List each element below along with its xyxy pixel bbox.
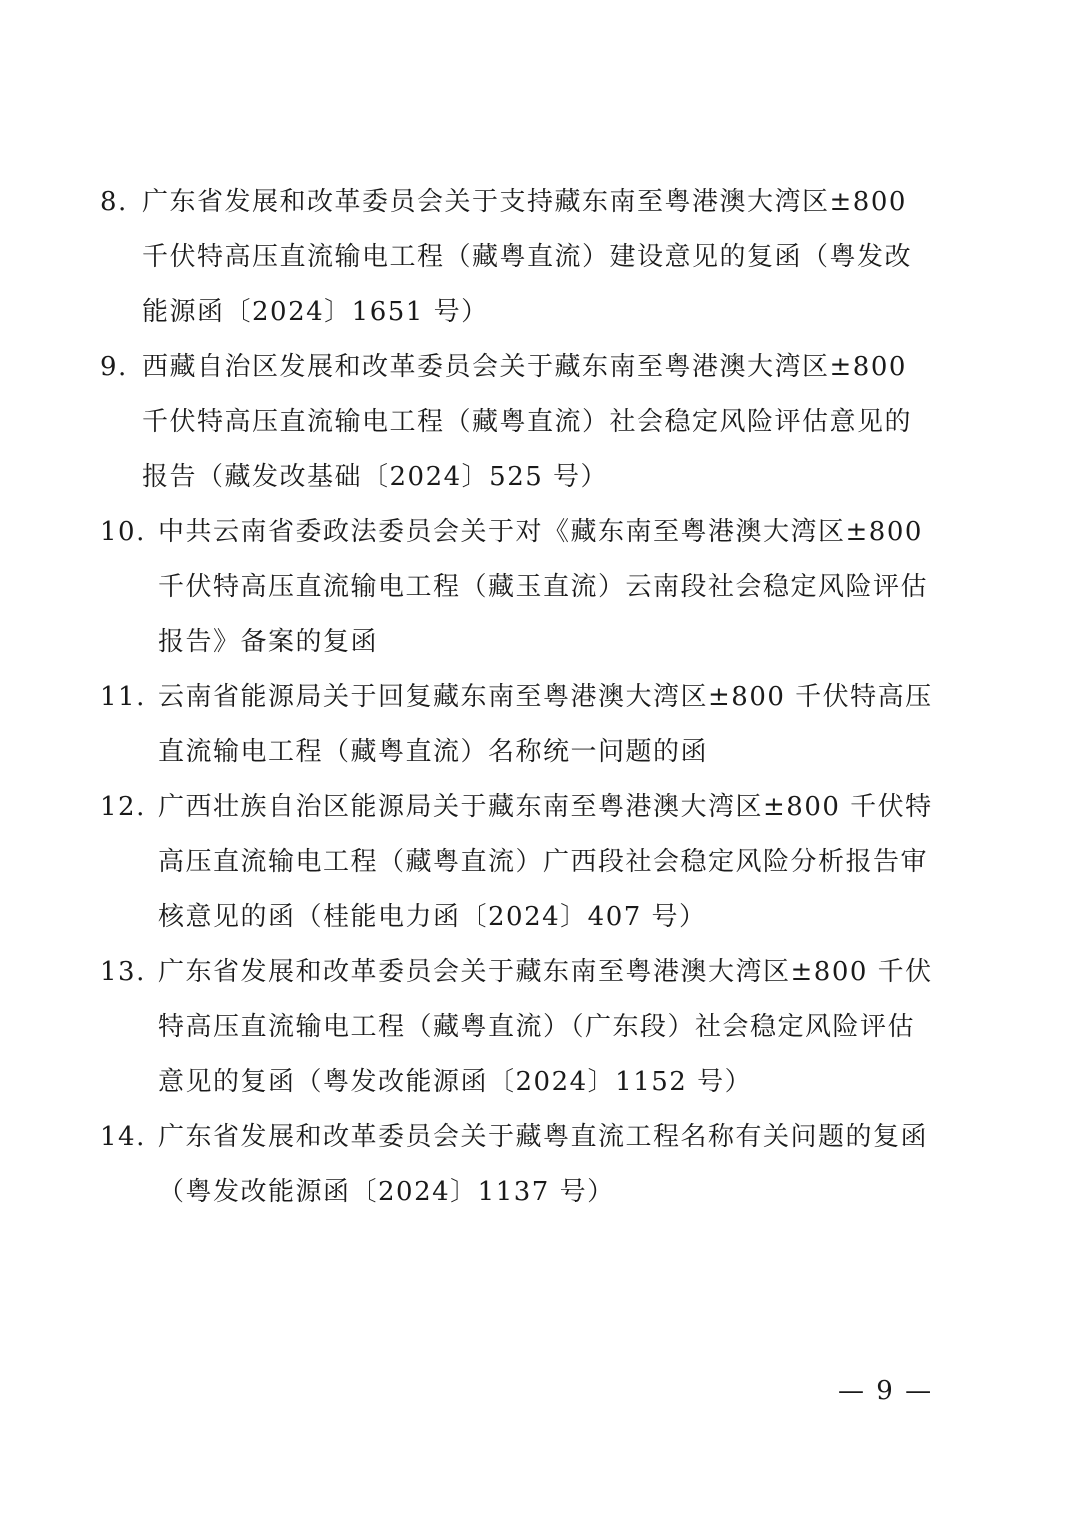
item-line: 特高压直流输电工程（藏粤直流）（广东段）社会稳定风险评估 <box>158 1012 916 1042</box>
item-line: 中共云南省委政法委员会关于对《藏东南至粤港澳大湾区±800 <box>158 517 923 547</box>
item-text <box>158 670 945 780</box>
item-line: 广东省发展和改革委员会关于藏粤直流工程名称有关问题的复函 <box>158 1122 929 1152</box>
list-item <box>100 670 945 780</box>
item-line: 广东省发展和改革委员会关于藏东南至粤港澳大湾区±800 千伏 <box>158 957 933 987</box>
item-line: 能源函〔2024〕1651 号） <box>142 297 489 327</box>
list-item <box>100 340 945 505</box>
item-line: 广西壮族自治区能源局关于藏东南至粤港澳大湾区±800 千伏特 <box>158 792 933 822</box>
reference-list <box>100 175 945 1220</box>
item-line: 高压直流输电工程（藏粤直流）广西段社会稳定风险分析报告审 <box>158 847 929 877</box>
item-text <box>142 340 945 505</box>
item-number: 11. <box>100 682 146 712</box>
list-item <box>100 175 945 340</box>
item-number: 8. <box>100 187 128 217</box>
item-line: 意见的复函（粤发改能源函〔2024〕1152 号） <box>158 1067 753 1097</box>
list-item <box>100 780 945 945</box>
item-text <box>158 505 945 670</box>
item-text <box>158 945 945 1110</box>
item-text <box>158 780 945 945</box>
item-line: 核意见的函（桂能电力函〔2024〕407 号） <box>158 902 707 932</box>
item-line: （粤发改能源函〔2024〕1137 号） <box>158 1177 615 1207</box>
item-text <box>158 1110 945 1220</box>
item-line: 广东省发展和改革委员会关于支持藏东南至粤港澳大湾区±800 <box>142 187 907 217</box>
item-line: 云南省能源局关于回复藏东南至粤港澳大湾区±800 千伏特高压 <box>158 682 933 712</box>
item-line: 千伏特高压直流输电工程（藏粤直流）社会稳定风险评估意见的 <box>142 407 913 437</box>
item-line: 西藏自治区发展和改革委员会关于藏东南至粤港澳大湾区±800 <box>142 352 907 382</box>
item-line: 千伏特高压直流输电工程（藏粤直流）建设意见的复函（粤发改 <box>142 242 913 272</box>
page-number: — 9 — <box>838 1376 934 1406</box>
item-number: 12. <box>100 792 146 822</box>
list-item <box>100 1110 945 1220</box>
item-number: 14. <box>100 1122 146 1152</box>
item-number: 10. <box>100 517 146 547</box>
item-number: 13. <box>100 957 146 987</box>
list-item <box>100 945 945 1110</box>
item-line: 报告》备案的复函 <box>158 627 379 657</box>
item-text <box>142 175 945 340</box>
item-line: 直流输电工程（藏粤直流）名称统一问题的函 <box>158 737 709 767</box>
list-item <box>100 505 945 670</box>
item-line: 报告（藏发改基础〔2024〕525 号） <box>142 462 609 492</box>
item-line: 千伏特高压直流输电工程（藏玉直流）云南段社会稳定风险评估 <box>158 572 929 602</box>
item-number: 9. <box>100 352 128 382</box>
